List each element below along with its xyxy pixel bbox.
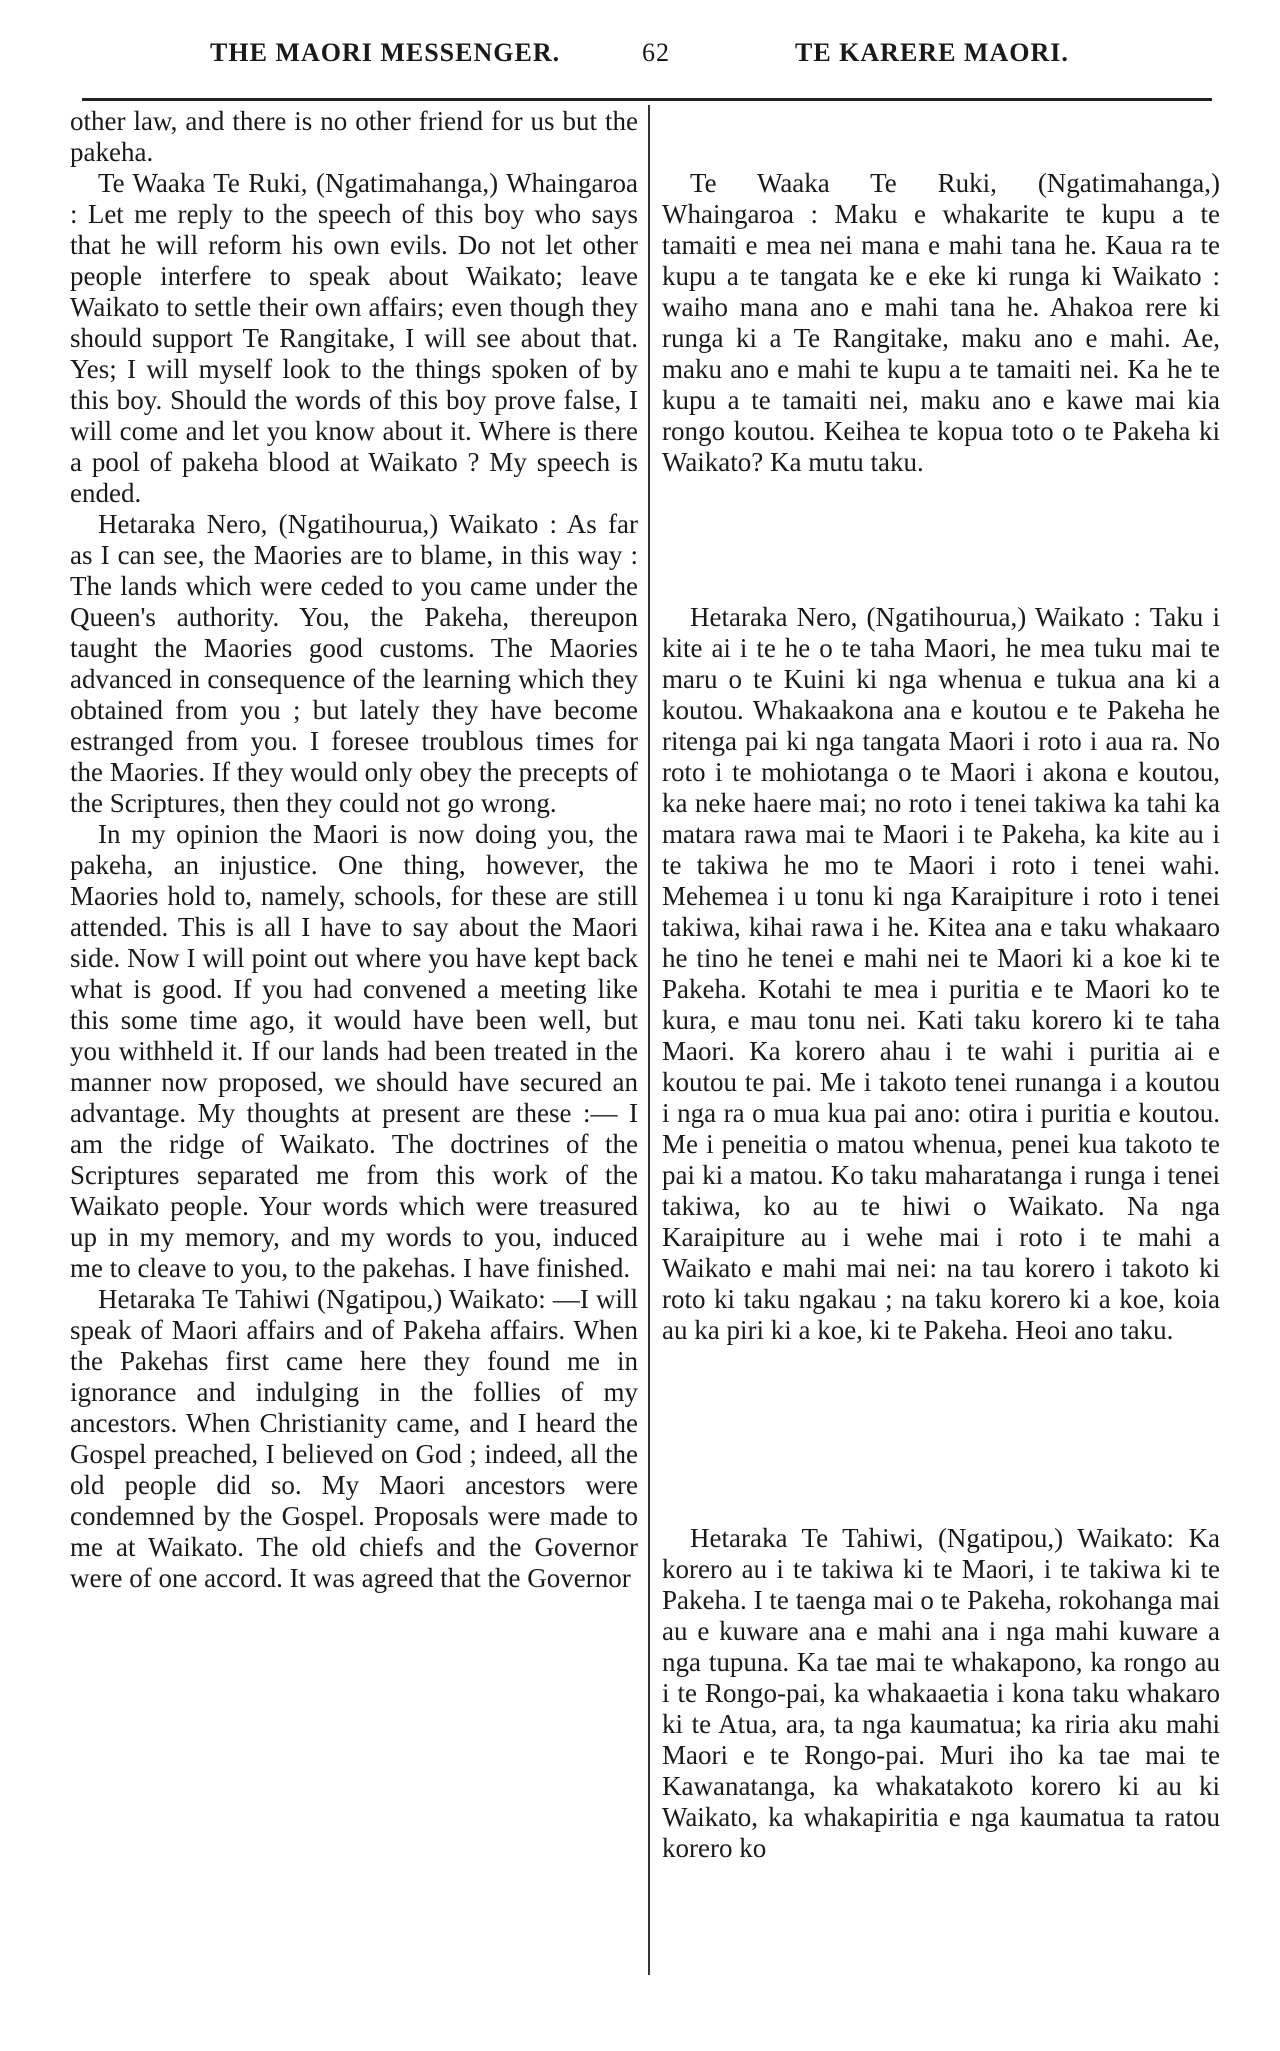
maori-paragraph: Hetaraka Te Tahiwi, (Ngatipou,) Waikato: Ka korero au i te takiwa ki te Maori, i te takiwa ki te Pakeha. I te taenga mai o te Pakeha, rokohanga mai au e kuware ana e mahi ana i nga mahi kuware a nga tupuna. Ka tae mai te whakapono, ka rongo au i te Rongo-pai, ka whakaaetia i kona taku whakaro ki te Atua, ara, ta nga kaumatua; ka riria aku mahi Maori e te Rongo-pai. Muri iho ka tae mai te Kawanatanga, ka whakatakoto korero ki au ki Waikato, ka whakapiritia e nga kaumatua ta ratou korero ko	[662, 1523, 1220, 1863]
column-divider	[648, 105, 650, 1975]
page-number: 62	[642, 38, 670, 67]
maori-column-block	[662, 602, 1220, 1346]
english-column	[70, 106, 638, 1594]
maori-column-block	[662, 168, 1220, 478]
english-paragraph: other law, and there is no other friend for us but the pakeha.	[70, 106, 638, 167]
header-english-title: THE MAORI MESSENGER.	[210, 38, 561, 67]
maori-column-block	[662, 1523, 1220, 1864]
maori-paragraph: Te Waaka Te Ruki, (Ngatimahanga,) Whaingaroa : Maku e whakarite te kupu a te tamaiti e mea nei mana e mahi tana he. Kaua ra te kupu a te tangata ke e eke ki runga ki Waikato : waiho mana ano e mahi tana he. Ahakoa rere ki runga ki a Te Rangitake, maku ano e mahi. Ae, maku ano e mahi te kupu a te tamaiti nei. Ka he te kupu a te tamaiti nei, maku ano e kawe mai kia rongo koutou. Keihea te kopua toto o te Pakeha ki Waikato? Ka mutu taku.	[662, 168, 1220, 477]
maori-paragraph: Hetaraka Nero, (Ngatihourua,) Waikato : Taku i kite ai i te he o te taha Maori, he mea tuku mai te maru o te Kuini ki nga whenua e tukua ana ki a koutou. Whakaakona ana e koutou e te Pakeha he ritenga pai ki nga tangata Maori i roto i aua ra. No roto i te mohiotanga o te Maori i akona e koutou, ka neke haere mai; no roto i tenei takiwa ka tahi ka matara rawa mai te Maori i te Pakeha, ka kite au i te takiwa he mo te Maori i roto i tenei wahi. Mehemea i u tonu ki nga Karaipiture i roto i tenei takiwa, kihai rawa i he. Kitea ana e taku whakaaro he tino he tenei e mahi nei te Maori ki a koe ki te Pakeha. Kotahi te mea i puritia e te Maori ko te kura, e mau tonu nei. Kati taku korero ki te taha Maori. Ka korero ahau i te wahi i puritia ai e koutou te pai. Me i takoto tenei runanga i a koutou i nga ra o mua kua pai ano: otira i puritia e koutou. Me i peneitia o matou whenua, penei kua takoto te pai ki a matou. Ko taku maharatanga i runga i tenei takiwa, ko au te hiwi o Waikato. Na nga Karaipiture au i wehe mai i roto i te mahi a Waikato e mahi mai nei: na tau korero i takoto ki roto ki taku ngakau ; na taku korero ki a koe, koia au ka piri ki a koe, ki te Pakeha. Heoi ano taku.	[662, 602, 1220, 1345]
english-paragraph: In my opinion the Maori is now doing you, the pakeha, an injustice. One thing, however, the Maories hold to, namely, schools, for these are still attended. This is all I have to say about the Maori side. Now I will point out where you have kept back what is good. If you had convened a meeting like this some time ago, it would have been well, but you withheld it. If our lands had been treated in the manner now proposed, we should have secured an advantage. My thoughts at present are these :— I am the ridge of Waikato. The doctrines of the Scriptures separated me from this work of the Waikato people. Your words which were treasured up in my memory, and my words to you, induced me to cleave to you, to the pakehas. I have finished.	[70, 819, 638, 1283]
header-maori-title: TE KARERE MAORI.	[795, 38, 1069, 67]
header-rule	[82, 98, 1212, 101]
english-paragraph: Hetaraka Nero, (Ngatihourua,) Waikato : As far as I can see, the Maories are to blame, in this way : The lands which were ceded to you came under the Queen's authority. You, the Pakeha, thereupon taught the Maories good customs. The Maories advanced in consequence of the learning which they obtained from you ; but lately they have become estranged from you. I foresee troublous times for the Maories. If they would only obey the precepts of the Scriptures, then they could not go wrong.	[70, 509, 638, 818]
page-header	[60, 38, 1220, 78]
english-paragraph: Hetaraka Te Tahiwi (Ngatipou,) Waikato: —I will speak of Maori affairs and of Pakeha affairs. When the Pakehas first came here they found me in ignorance and indulging in the follies of my ancestors. When Christianity came, and I heard the Gospel preached, I believed on God ; indeed, all the old people did so. My Maori ancestors were condemned by the Gospel. Proposals were made to me at Waikato. The old chiefs and the Governor were of one accord. It was agreed that the Governor	[70, 1284, 638, 1593]
english-paragraph: Te Waaka Te Ruki, (Ngatimahanga,) Whaingaroa : Let me reply to the speech of this boy who says that he will reform his own evils. Do not let other people interfere to speak about Waikato; leave Waikato to settle their own affairs; even though they should support Te Rangitake, I will see about that. Yes; I will myself look to the things spoken of by this boy. Should the words of this boy prove false, I will come and let you know about it. Where is there a pool of pakeha blood at Waikato ? My speech is ended.	[70, 168, 638, 508]
